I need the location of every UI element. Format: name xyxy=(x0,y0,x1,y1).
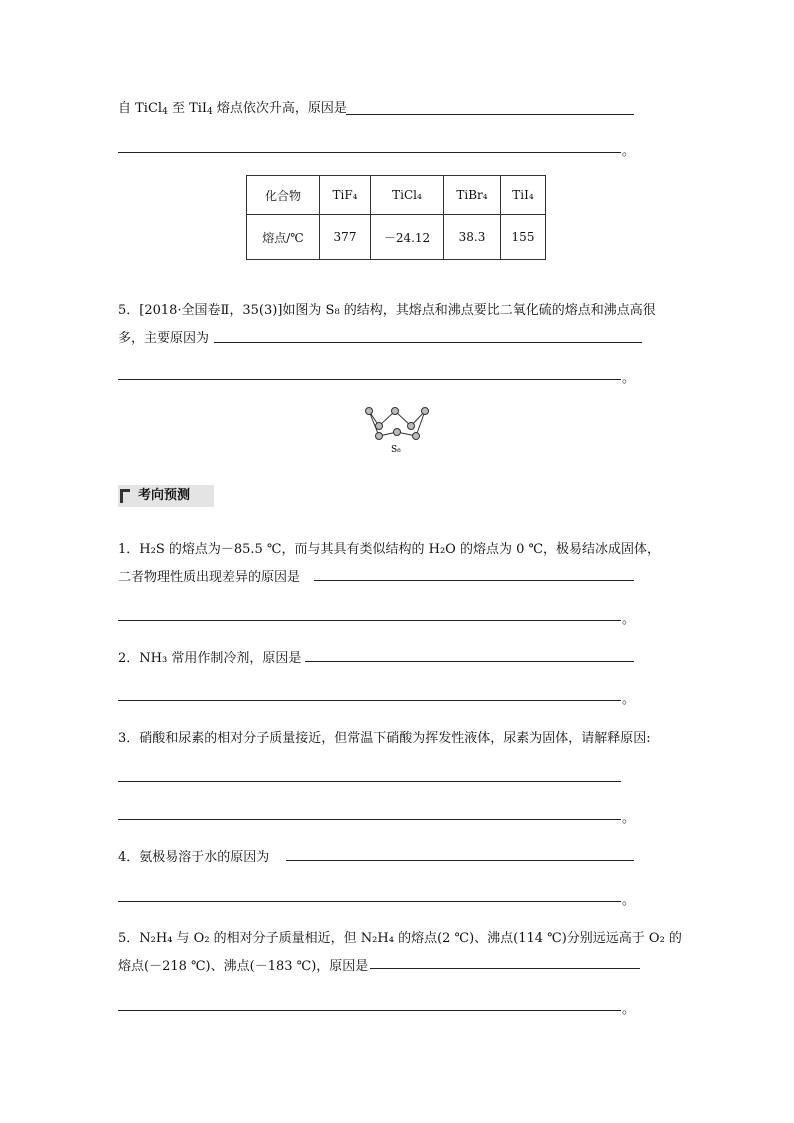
sulfur-atom-icon xyxy=(366,408,373,415)
sulfur-atom-icon xyxy=(413,433,420,440)
answer-blank[interactable] xyxy=(346,114,634,115)
table-cell: 155 xyxy=(501,215,546,260)
answer-blank[interactable] xyxy=(214,342,642,343)
q5-line1: 5．[2018·全国卷Ⅱ，35(3)]如图为 S₈ 的结构，其熔点和沸点要比二氧化硫的熔点和沸点高很 xyxy=(118,303,656,318)
period-mark: 。 xyxy=(622,811,636,826)
p3-line1: 3．硝酸和尿素的相对分子质量接近，但常温下硝酸为挥发性液体，尿素为固体，请解释原因: xyxy=(118,731,651,746)
period-mark: 。 xyxy=(622,893,636,908)
answer-blank[interactable] xyxy=(118,700,621,701)
section-title: 考向预测 xyxy=(138,488,191,503)
table-cell: 熔点/℃ xyxy=(247,215,320,260)
answer-blank[interactable] xyxy=(286,860,634,861)
sulfur-atom-icon xyxy=(422,408,429,415)
p5-line2: 熔点(－218 ℃)、沸点(－183 ℃)，原因是 xyxy=(118,959,369,974)
figure-label: S₈ xyxy=(391,445,401,455)
s8-structure-diagram xyxy=(355,400,445,458)
answer-blank[interactable] xyxy=(118,152,621,153)
period-mark: 。 xyxy=(622,144,636,159)
sulfur-atom-icon xyxy=(408,423,415,430)
answer-blank[interactable] xyxy=(118,781,621,782)
answer-blank[interactable] xyxy=(118,901,621,902)
p5-line1: 5．N₂H₄ 与 O₂ 的相对分子质量相近，但 N₂H₄ 的熔点(2 ℃)、沸点(114 ℃)分别远远高于 O₂ 的 xyxy=(118,931,682,946)
p4-line1: 4．氨极易溶于水的原因为 xyxy=(118,850,270,865)
answer-blank[interactable] xyxy=(118,620,621,621)
answer-blank[interactable] xyxy=(118,819,621,820)
period-mark: 。 xyxy=(622,1002,636,1017)
q4-text: 自 TiCl$_4$ 至 TiI$_4$ 熔点依次升高，原因是 xyxy=(118,101,347,117)
table-cell: TiF₄ xyxy=(320,176,371,215)
table-cell: 377 xyxy=(320,215,371,260)
table-cell: 38.3 xyxy=(444,215,501,260)
p1-line2: 二者物理性质出现差异的原因是 xyxy=(118,570,301,585)
table-cell: －24.12 xyxy=(371,215,444,260)
table-cell: TiI₄ xyxy=(501,176,546,215)
table-header-row xyxy=(247,176,546,215)
sulfur-atom-icon xyxy=(392,408,399,415)
answer-blank[interactable] xyxy=(118,1010,621,1011)
sulfur-atom-icon xyxy=(394,429,401,436)
p1-line1: 1．H₂S 的熔点为－85.5 ℃，而与其具有类似结构的 H₂O 的熔点为 0 ℃，极易结冰成固体， xyxy=(118,542,661,557)
melting-point-table xyxy=(246,175,546,260)
period-mark: 。 xyxy=(622,371,636,386)
table-cell: TiBr₄ xyxy=(444,176,501,215)
section-header xyxy=(118,485,214,507)
period-mark: 。 xyxy=(622,692,636,707)
answer-blank[interactable] xyxy=(370,968,640,969)
answer-blank[interactable] xyxy=(118,379,621,380)
answer-blank[interactable] xyxy=(314,580,634,581)
q5-line2: 多，主要原因为 xyxy=(118,331,210,346)
sulfur-atom-icon xyxy=(376,433,383,440)
p2-line1: 2．NH₃ 常用作制冷剂，原因是 xyxy=(118,651,302,666)
table-cell: TiCl₄ xyxy=(371,176,444,215)
section-marker-icon xyxy=(120,489,130,503)
period-mark: 。 xyxy=(622,612,636,627)
answer-blank[interactable] xyxy=(305,661,634,662)
table-cell: 化合物 xyxy=(247,176,320,215)
table-row xyxy=(247,215,546,260)
sulfur-atom-icon xyxy=(376,423,383,430)
